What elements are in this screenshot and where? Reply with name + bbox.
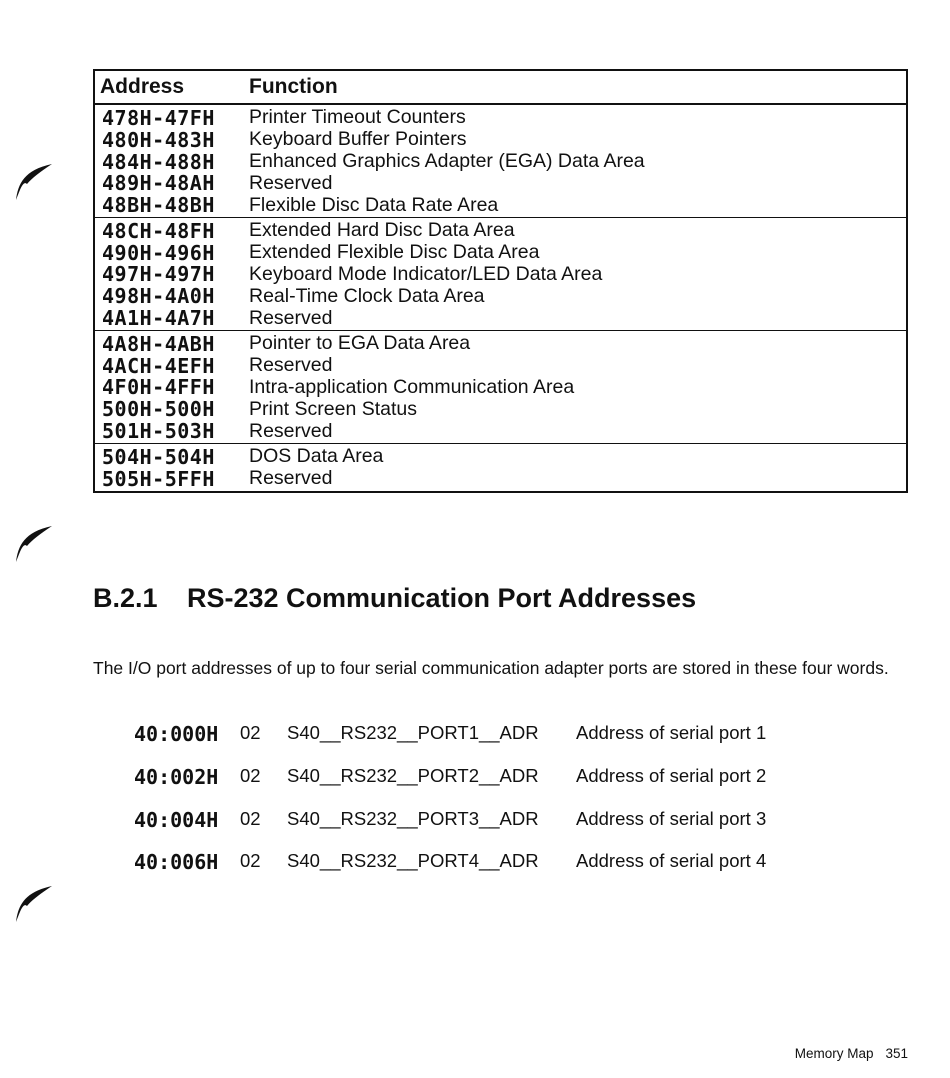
function-cell: DOS Data Area [249,445,384,468]
table-row [95,129,906,151]
port-variable-name: S40__RS232__PORT1__ADR [287,722,539,743]
address-cell: 484H-488H [102,149,215,174]
address-cell: 480H-483H [102,127,215,152]
function-cell: Keyboard Mode Indicator/LED Data Area [249,262,603,285]
port-size: 02 [240,808,261,829]
address-cell: 500H-500H [102,397,215,422]
address-cell: 48BH-48BH [102,193,215,218]
port-variable-name: S40__RS232__PORT3__ADR [287,808,539,829]
function-cell: Reserved [249,467,333,490]
address-cell: 4F0H-4FFH [102,375,215,400]
table-row [95,264,906,286]
margin-mark-icon [10,884,54,924]
port-address: 40:006H [134,850,219,874]
address-cell: 490H-496H [102,240,215,265]
function-cell: Real-Time Clock Data Area [249,284,485,307]
port-row [0,850,950,874]
table-row [95,151,906,173]
table-row [95,398,906,420]
table-row [95,107,906,129]
port-description: Address of serial port 4 [576,850,767,871]
function-cell: Reserved [249,306,333,329]
function-cell: Pointer to EGA Data Area [249,332,471,355]
table-row-group [95,444,906,491]
table-row [95,242,906,264]
table-row [95,355,906,377]
port-description: Address of serial port 1 [576,722,767,743]
port-description: Address of serial port 2 [576,765,767,786]
section-heading [93,583,696,614]
port-size: 02 [240,765,261,786]
port-variable-name: S40__RS232__PORT2__ADR [287,765,539,786]
page-number: 351 [885,1046,908,1061]
footer-label: Memory Map [794,1046,874,1061]
address-cell: 504H-504H [102,444,215,469]
port-row [0,765,950,789]
table-row [95,194,906,216]
address-cell: 505H-5FFH [102,466,215,491]
margin-mark-icon [10,524,54,564]
function-cell: Flexible Disc Data Rate Area [249,193,499,216]
function-cell: Extended Hard Disc Data Area [249,219,515,242]
table-row [95,285,906,307]
port-row [0,808,950,832]
header-function: Function [249,75,338,98]
section-number: B.2.1 [93,583,158,613]
function-cell: Keyboard Buffer Pointers [249,128,467,151]
function-cell: Print Screen Status [249,397,417,420]
table-body [95,105,906,491]
address-cell: 498H-4A0H [102,284,215,309]
function-cell: Enhanced Graphics Adapter (EGA) Data Area [249,150,645,172]
margin-mark-icon [10,162,54,202]
table-row [95,220,906,242]
address-cell: 4ACH-4EFH [102,353,215,378]
port-variable-name: S40__RS232__PORT4__ADR [287,850,539,871]
table-row [95,468,906,490]
address-cell: 501H-503H [102,419,215,444]
function-cell: Extended Flexible Disc Data Area [249,241,540,264]
table-row [95,377,906,399]
memory-map-table [93,69,908,493]
page-footer [795,1046,908,1061]
port-size: 02 [240,850,261,871]
address-cell: 4A1H-4A7H [102,306,215,331]
table-header [95,71,906,105]
function-cell: Printer Timeout Counters [249,106,466,129]
table-row-group [95,105,906,218]
port-row [0,722,950,746]
table-row [95,333,906,355]
function-cell: Intra-application Communication Area [249,375,575,398]
table-row-group [95,331,906,444]
intro-paragraph: The I/O port addresses of up to four serial communication adapter ports are stored in these four words. [93,658,889,678]
function-cell: Reserved [249,171,333,194]
table-row [95,420,906,442]
address-cell: 478H-47FH [102,105,215,130]
port-description: Address of serial port 3 [576,808,767,829]
table-row [95,307,906,329]
table-row [95,172,906,194]
function-cell: Reserved [249,419,333,442]
table-row-group [95,218,906,331]
address-cell: 497H-497H [102,262,215,287]
table-row [95,446,906,468]
address-cell: 4A8H-4ABH [102,331,215,356]
section-title: RS-232 Communication Port Addresses [187,583,697,613]
function-cell: Reserved [249,354,333,377]
header-address: Address [100,75,185,98]
port-size: 02 [240,722,261,743]
address-cell: 48CH-48FH [102,218,215,243]
port-address: 40:004H [134,808,219,832]
port-address: 40:002H [134,765,219,789]
address-cell: 489H-48AH [102,171,215,196]
port-address: 40:000H [134,722,219,746]
